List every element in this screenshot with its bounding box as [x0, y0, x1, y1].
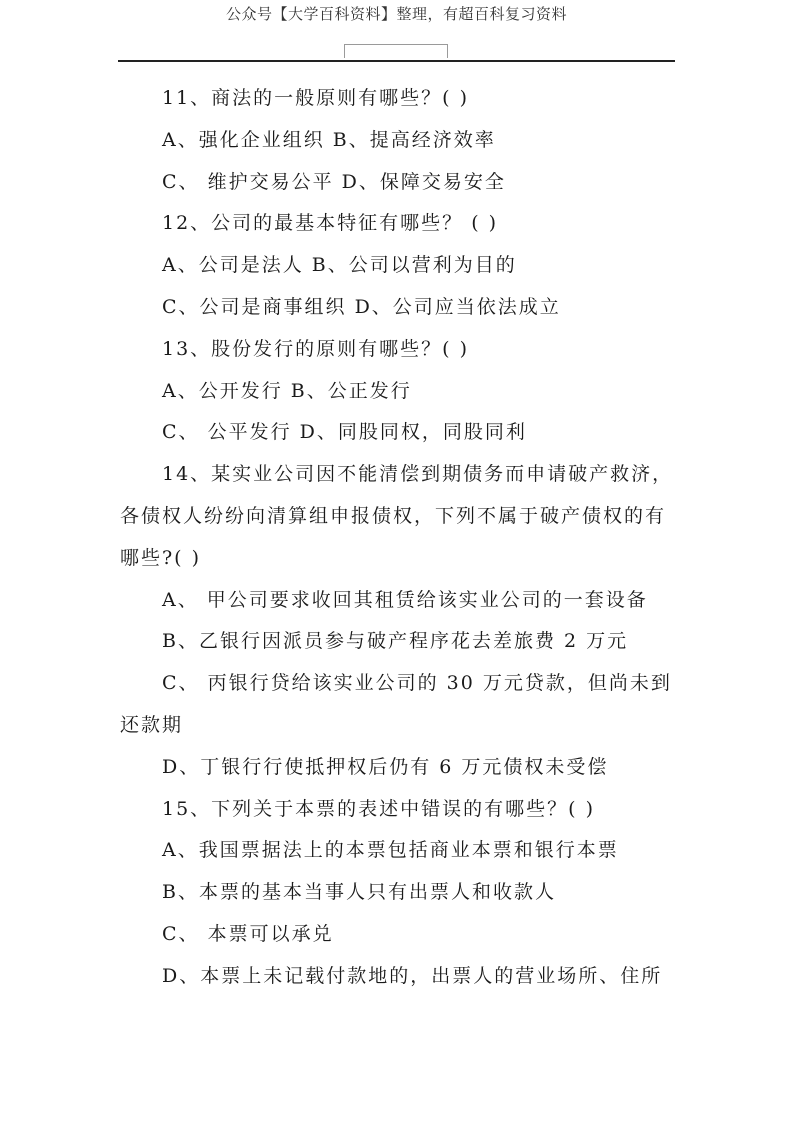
text-line: 15、下列关于本票的表述中错误的有哪些？( )	[162, 797, 596, 820]
document-body	[120, 78, 680, 998]
text-line: A、强化企业组织 B、提高经济效率	[162, 128, 496, 151]
text-line: B、乙银行因派员参与破产程序花去差旅费 2 万元	[162, 630, 629, 653]
text-line: 12、公司的最基本特征有哪些？ ( )	[162, 212, 499, 235]
text-line: 各债权人纷纷向清算组申报债权，下列不属于破产债权的有	[120, 504, 667, 527]
text-line: A、公开发行 B、公正发行	[162, 379, 412, 402]
page-header-text: 公众号【大学百科资料】整理，有超百科复习资料	[225, 5, 567, 23]
text-line: A、公司是法人 B、公司以营利为目的	[162, 254, 517, 277]
text-line: 还款期	[120, 713, 184, 736]
text-line: C、 丙银行贷给该实业公司的 30 万元贷款，但尚未到	[162, 672, 672, 695]
text-line: D、丁银行行使抵押权后仍有 6 万元债权未受偿	[162, 755, 609, 778]
text-line: 哪些?( )	[120, 546, 202, 569]
header-tab-box	[344, 44, 448, 58]
text-line: 14、某实业公司因不能清偿到期债务而申请破产救济，	[162, 463, 674, 486]
text-line: D、本票上未记载付款地的，出票人的营业场所、住所	[162, 964, 663, 987]
text-line: A、 甲公司要求收回其租赁给该实业公司的一套设备	[162, 588, 648, 611]
text-line: 13、股份发行的原则有哪些？( )	[162, 337, 470, 360]
text-line: 11、商法的一般原则有哪些？( )	[162, 87, 470, 109]
text-line: A、我国票据法上的本票包括商业本票和银行本票	[162, 839, 619, 862]
text-line: B、本票的基本当事人只有出票人和收款人	[162, 881, 556, 904]
text-line: C、 公平发行 D、同股同权，同股同利	[162, 421, 527, 444]
text-line: C、公司是商事组织 D、公司应当依法成立	[162, 295, 561, 318]
text-line: C、 本票可以承兑	[162, 922, 334, 945]
header-divider	[118, 60, 675, 62]
text-line: C、 维护交易公平 D、保障交易安全	[162, 170, 506, 193]
